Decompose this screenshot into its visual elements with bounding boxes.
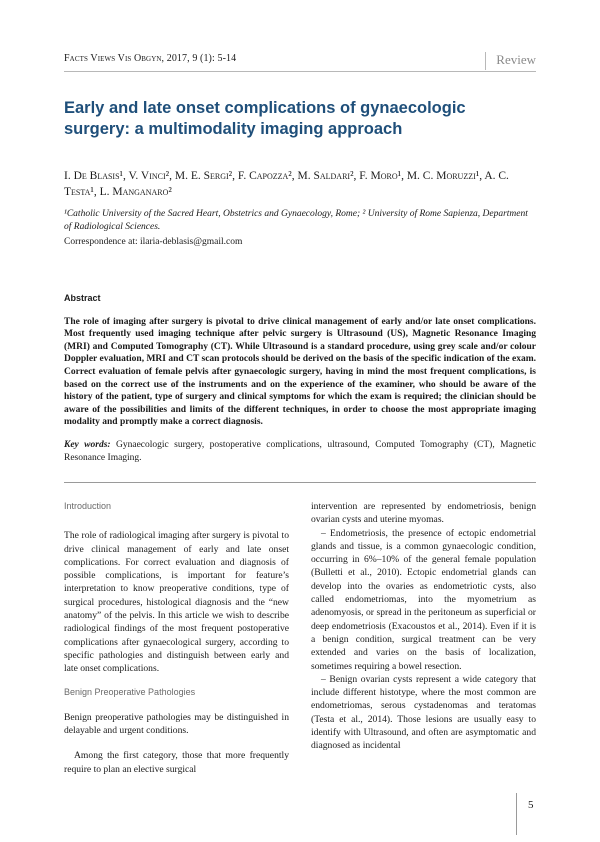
keywords-label: Key words: — [64, 439, 111, 450]
ovarian-cysts-paragraph: – Benign ovarian cysts represent a wide category that include different histotype, where the most common are endometriomas, serous cystadenomas and teratomas (Testa et al., 2014). Those lesions are usually easy to identify with Ultrasound, and often are asymptomatic and diagnosed as incidental — [311, 673, 536, 752]
page-number: 5 — [528, 799, 534, 811]
journal-name: Facts Views Vis Obgyn — [64, 53, 162, 64]
abstract-section — [64, 292, 536, 464]
footer-rule — [516, 793, 517, 835]
left-column — [64, 500, 289, 776]
introduction-heading: Introduction — [64, 501, 112, 511]
header-rule — [64, 71, 536, 72]
correspondence: Correspondence at: ilaria-deblasis@gmail.com — [64, 237, 243, 247]
abstract-body: The role of imaging after surgery is pivotal to drive clinical management of early and/or late onset complications. Most frequently used imaging technique after pelvic surgery is Ultrasound (US), Magnetic Resonance Imaging (MRI) and Computed Tomography (CT). While Ultrasound is a standard procedure, using grey scale and/or colour Doppler evaluation, MRI and CT scan protocols should be derived on the basis of the specific indication of the exam. Correct evaluation of female pelvis after gynaecologic surgery, having in mind the most frequent complications, is based on the correct use of the instruments and on the experience of the examiner, who should be aware of the history of the patient, type of surgery and clinical symptoms for which the exam is required; the clinician should be aware of the possibilities and limits of the different techniques, in order to choose the most appropriate imaging modality and promptly make a correct diagnosis. — [64, 316, 536, 428]
right-column — [311, 500, 536, 753]
endometriosis-paragraph: – Endometriosis, the presence of ectopic endometrial glands and tissue, is a common gynaecologic condition, occurring in 6%–10% of the general female population (Bulletti et al., 2010). Ectopic endometrial glands can develop into the ovaries as endometriotic cysts, also called endometriomas, into the myometrium as adenomyosis, or spread in the peritoneum as superficial or deep endometriosis (Exacoustos et al., 2014). Even if it is a benign condition, surgical treatment can be very extended and varies on the basis of localization, sometimes requiring a bowel resection. — [311, 527, 536, 672]
abstract-heading: Abstract — [64, 293, 101, 303]
keywords — [64, 439, 536, 464]
author-names: I. De Blasis¹, V. Vinci², M. E. Sergi², F. Capozza², M. Saldari², F. Moro¹, M. C. Moruzzi¹, A. C. Testa¹, L. Manganaro² — [64, 170, 509, 198]
introduction-paragraph: The role of radiological imaging after surgery is pivotal to drive clinical management of early and late onset complications. For correct evaluation and diagnosis of possible complications, is important for feature’s interpretation to know preoperative conditions, type of surgical procedures, histological diagnosis and the “new anatomy” of the pelvis. In this article we wish to describe radiological findings of the most frequent postoperative complications after gynaecological surgery, according to specific pathologies and distinguish between early and late onset complications. — [64, 530, 289, 675]
affiliations: ¹Catholic University of the Sacred Heart, Obstetrics and Gynaecology, Rome; ² University of Rome Sapienza, Department of Radiological Sciences. — [64, 209, 528, 232]
author-list — [64, 168, 536, 200]
journal-volume: , 2017, 9 (1): 5-14 — [161, 53, 237, 64]
journal-citation — [64, 53, 236, 64]
benign-pathologies-heading: Benign Preoperative Pathologies — [64, 686, 196, 697]
keywords-list: Gynaecologic surgery, postoperative complications, ultrasound, Computed Tomography (CT), Magnetic Resonance Imaging. — [64, 439, 536, 463]
benign-paragraph-2: Among the first category, those that more frequently require to plan an elective surgical — [64, 750, 289, 775]
article-title: Early and late onset complications of gynaecologic surgery: a multimodality imaging approach — [64, 99, 466, 138]
right-paragraph-1: intervention are represented by endometriosis, benign ovarian cysts and uterine myomas. — [311, 501, 536, 526]
section-tag: Review — [485, 52, 536, 70]
section-divider — [64, 482, 536, 483]
benign-paragraph-1: Benign preoperative pathologies may be distinguished in delayable and urgent conditions. — [64, 711, 289, 737]
